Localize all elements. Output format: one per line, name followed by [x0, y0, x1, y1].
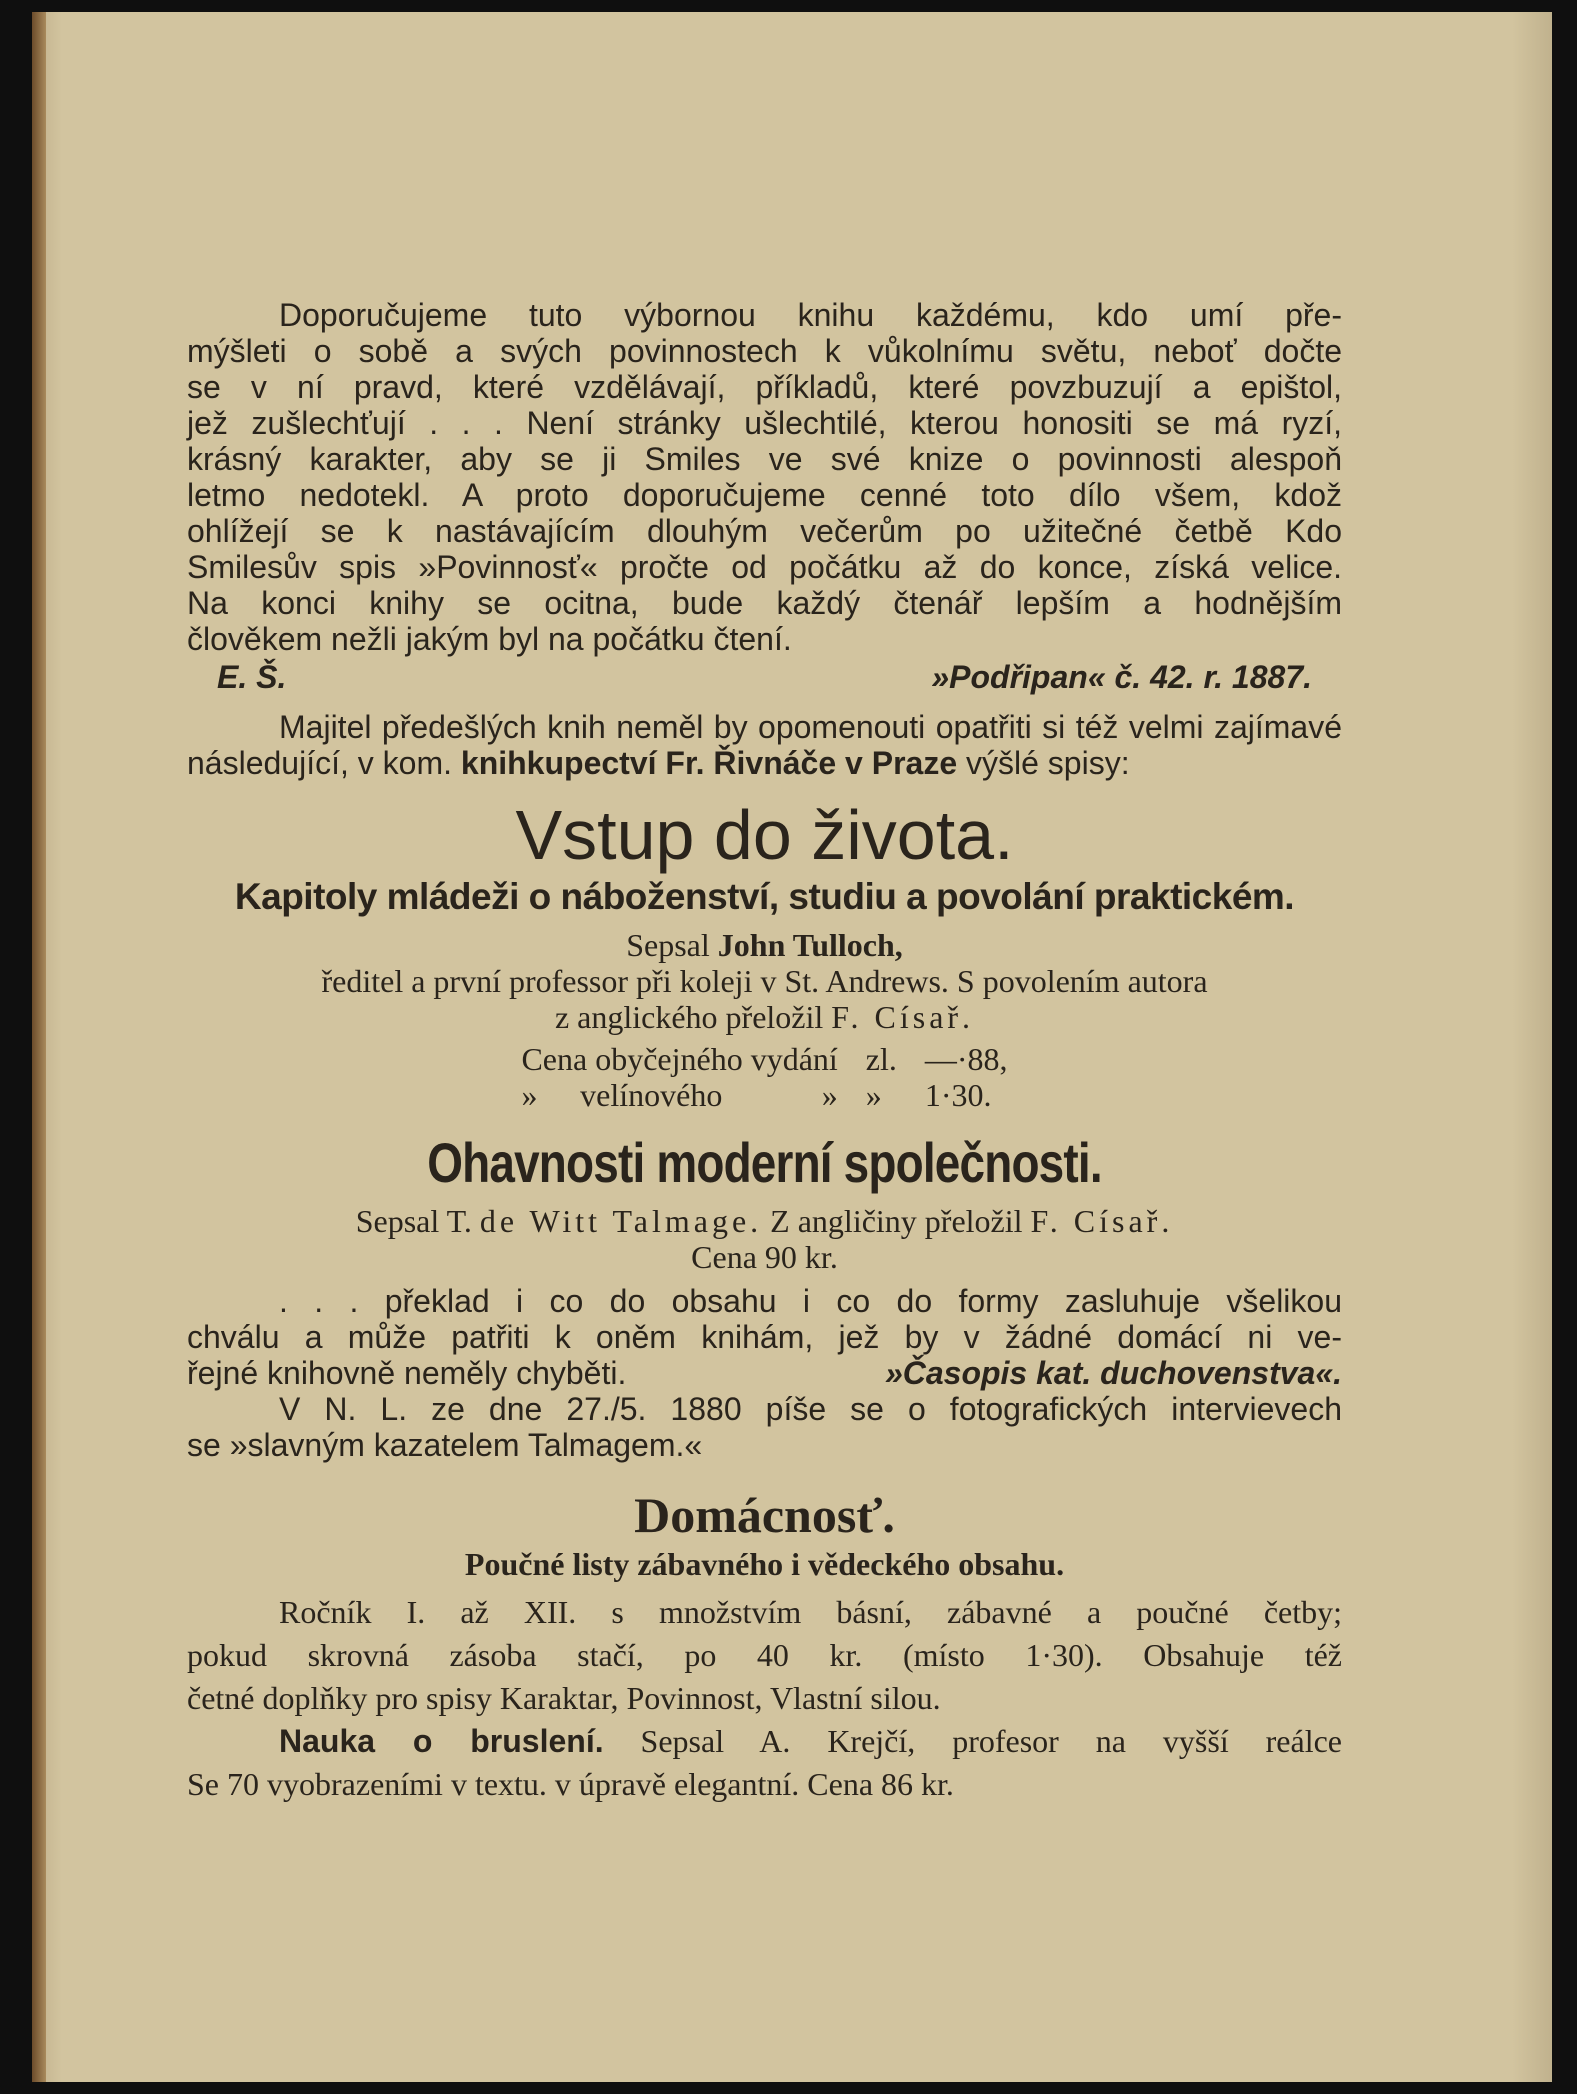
- book1-author-prefix: Sepsal: [626, 927, 710, 963]
- book2-review: [187, 1283, 1342, 1463]
- book1-price-table: [507, 1041, 1021, 1113]
- book1-author-desc-2: [187, 999, 1342, 1035]
- book-page: [32, 12, 1552, 2082]
- review-signature-row: [187, 659, 1342, 695]
- review-line: letmo nedotekl. A proto doporučujeme cenné toto dílo všem, kdož: [187, 477, 1342, 513]
- review-line: Doporučujeme tuto výbornou knihu každému, kdo umí pře-: [279, 297, 1342, 333]
- book3-description: [187, 1591, 1342, 1806]
- book2-review-line: . . . překlad i co do obsahu i co do formy zasluhuje všelikou: [279, 1283, 1342, 1319]
- book1-price-label: Cena obyčejného vydání: [521, 1041, 838, 1077]
- book1-translator: F. Císař.: [831, 999, 975, 1035]
- intro-publisher: knihkupectví Fr. Řivnáče v Praze: [460, 745, 958, 781]
- review-line: Smilesův spis »Povinnosť« pročte od počátku až do konce, získá velice.: [187, 549, 1342, 585]
- review-line: se v ní pravd, které vzdělávají, příkladů, které povzbuzují a epištol,: [187, 369, 1342, 405]
- book1-author-line: [187, 927, 1342, 963]
- book1-price-row-regular: [507, 1041, 1021, 1077]
- review-line: mýšleti o sobě a svých povinnostech k vůkolnímu světu, neboť dočte: [187, 333, 1342, 369]
- book2-note-line: se »slavným kazatelem Talmagem.«: [187, 1427, 703, 1463]
- book2-review-source: »Časopis kat. duchovenstva«.: [884, 1355, 1342, 1391]
- book2-author: de Witt Talmage.: [479, 1203, 763, 1239]
- review-line: ohlížejí se k nastávajícím dlouhým večerům po užitečné četbě Kdo: [187, 513, 1342, 549]
- book4-line1-rest: Sepsal A. Krejčí, profesor na vyšší reálce: [640, 1723, 1342, 1759]
- book2-author-line: [187, 1203, 1342, 1239]
- book2-review-line: řejné knihovně neměly chyběti.: [187, 1355, 627, 1391]
- book4-title: Nauka o bruslení.: [279, 1723, 604, 1759]
- book1-author-desc-1: ředitel a první professor při koleji v St. Andrews. S povolením autora: [321, 963, 1208, 999]
- review-source: »Podřipan« č. 42. r. 1887.: [931, 659, 1312, 695]
- intro-text-end: výšlé spisy:: [966, 745, 1130, 781]
- book2-translation: Z angličiny přeložil: [770, 1203, 1023, 1239]
- book3-line: četné doplňky pro spisy Karaktar, Povinnost, Vlastní silou.: [187, 1680, 941, 1716]
- ditto-mark: »: [821, 1077, 838, 1113]
- review-paragraph: [187, 297, 1342, 657]
- ditto-mark: »: [865, 1077, 882, 1113]
- book2-note-line: V N. L. ze dne 27./5. 1880 píše se o fotografických intervievech: [279, 1391, 1342, 1427]
- book1-price-velin-label: velínového: [580, 1077, 723, 1113]
- book2-translator: F. Císař.: [1030, 1203, 1174, 1239]
- book3-title: Domácnosť.: [634, 1487, 895, 1543]
- book1-author: John Tulloch,: [717, 927, 903, 963]
- ditto-mark: »: [521, 1077, 538, 1113]
- book3-subtitle: Poučné listy zábavného i vědeckého obsahu.: [464, 1546, 1065, 1582]
- review-line: krásný karakter, aby se ji Smiles ve své knize o povinnosti alespoň: [187, 441, 1342, 477]
- book1-price-velin-value: 1·30.: [924, 1077, 992, 1113]
- book1-price-row-velin: [507, 1077, 1021, 1113]
- book1-title: Vstup do života.: [515, 796, 1014, 874]
- book4-line: Se 70 vyobrazeními v textu. v úpravě elegantní. Cena 86 kr.: [187, 1766, 954, 1802]
- review-line: Na konci knihy se ocitna, bude každý čtenář lepším a hodnějším: [187, 585, 1342, 621]
- review-signature: E. Š.: [217, 659, 287, 695]
- book3-line: Ročník I. až XII. s množstvím básní, zábavné a poučné četby;: [279, 1594, 1342, 1630]
- book1-price-value: —·88,: [924, 1041, 1008, 1077]
- intro-paragraph: [187, 709, 1342, 781]
- book2-author-prefix: Sepsal T.: [355, 1203, 472, 1239]
- book2-title: Ohavnosti moderní společnosti.: [427, 1131, 1102, 1194]
- book4-line: [187, 1720, 1342, 1763]
- book1-price-currency: zl.: [865, 1041, 897, 1077]
- page-text: [187, 297, 1342, 1806]
- review-line: člověkem nežli jakým byl na počátku čtení.: [187, 621, 792, 657]
- book3-line: pokud skrovná zásoba stačí, po 40 kr. (místo 1·30). Obsahuje též: [187, 1637, 1342, 1673]
- page-spine-shadow: [32, 12, 46, 2082]
- intro-text-start: Majitel předešlých knih neměl by opomenouti opatřiti si též velmi zajímavé následující, v kom.: [187, 709, 1342, 781]
- book2-price: Cena 90 kr.: [691, 1239, 838, 1275]
- book1-subtitle: Kapitoly mládeži o náboženství, studiu a povolání praktickém.: [234, 876, 1295, 917]
- review-line: jež zušlechťují . . . Není stránky ušlechtilé, kterou honositi se má ryzí,: [187, 405, 1342, 441]
- book1-translation: z anglického přeložil: [554, 999, 824, 1035]
- book2-review-line: chválu a může patřiti k oněm knihám, jež by v žádné domácí ni ve-: [187, 1319, 1342, 1355]
- book2-review-last-row: [187, 1355, 1342, 1391]
